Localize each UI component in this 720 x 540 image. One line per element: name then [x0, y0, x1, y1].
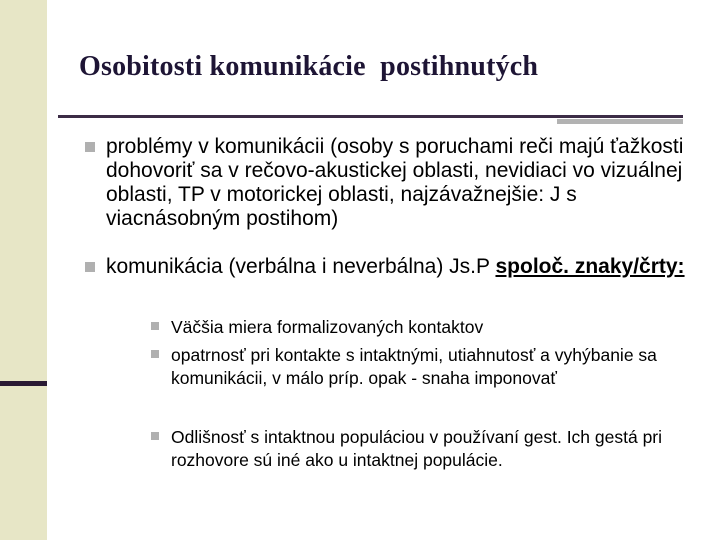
- bullet-text-plain: komunikácia (verbálna i neverbálna) Js.P: [106, 255, 496, 278]
- bullet-item: [85, 255, 705, 279]
- slide-title: Osobitosti komunikácie postihnutých: [79, 51, 539, 82]
- side-decor-band: [0, 0, 47, 540]
- sub-bullet-text: opatrnosť pri kontakte s intaktnými, utiahnutosť a vyhýbanie sa komunikácii, v málo príp. opak - snaha imponovať: [171, 345, 657, 388]
- bullet-text: problémy v komunikácii (osoby s poruchami reči majú ťažkosti dohovoriť sa v rečovo-akustickej oblasti, nevidiaci vo vizuálnej oblasti, TP v motorickej oblasti, najzávažnejšie: J s viacnásobným postihom): [106, 135, 684, 230]
- square-bullet-icon: [151, 432, 159, 440]
- bullet-text-emphasis: spoloč. znaky/črty:: [495, 255, 685, 278]
- bullet-text: [106, 255, 705, 279]
- square-bullet-icon: [85, 142, 95, 152]
- sub-bullet-text: Väčšia miera formalizovaných kontaktov: [171, 317, 484, 337]
- bullet-item: [85, 135, 705, 231]
- sub-bullet-item: [151, 316, 681, 339]
- title-divider: [58, 115, 683, 118]
- side-decor-accent: [0, 381, 47, 386]
- sub-bullet-text: Odlišnosť s intaktnou populáciou v používaní gest. Ich gestá pri rozhovore sú iné ako u intaktnej populácie.: [171, 427, 663, 470]
- title-divider-accent: [557, 119, 683, 124]
- square-bullet-icon: [85, 262, 95, 272]
- square-bullet-icon: [151, 322, 159, 330]
- square-bullet-icon: [151, 350, 159, 358]
- sub-bullet-item: [151, 426, 681, 472]
- sub-bullet-item: [151, 344, 681, 390]
